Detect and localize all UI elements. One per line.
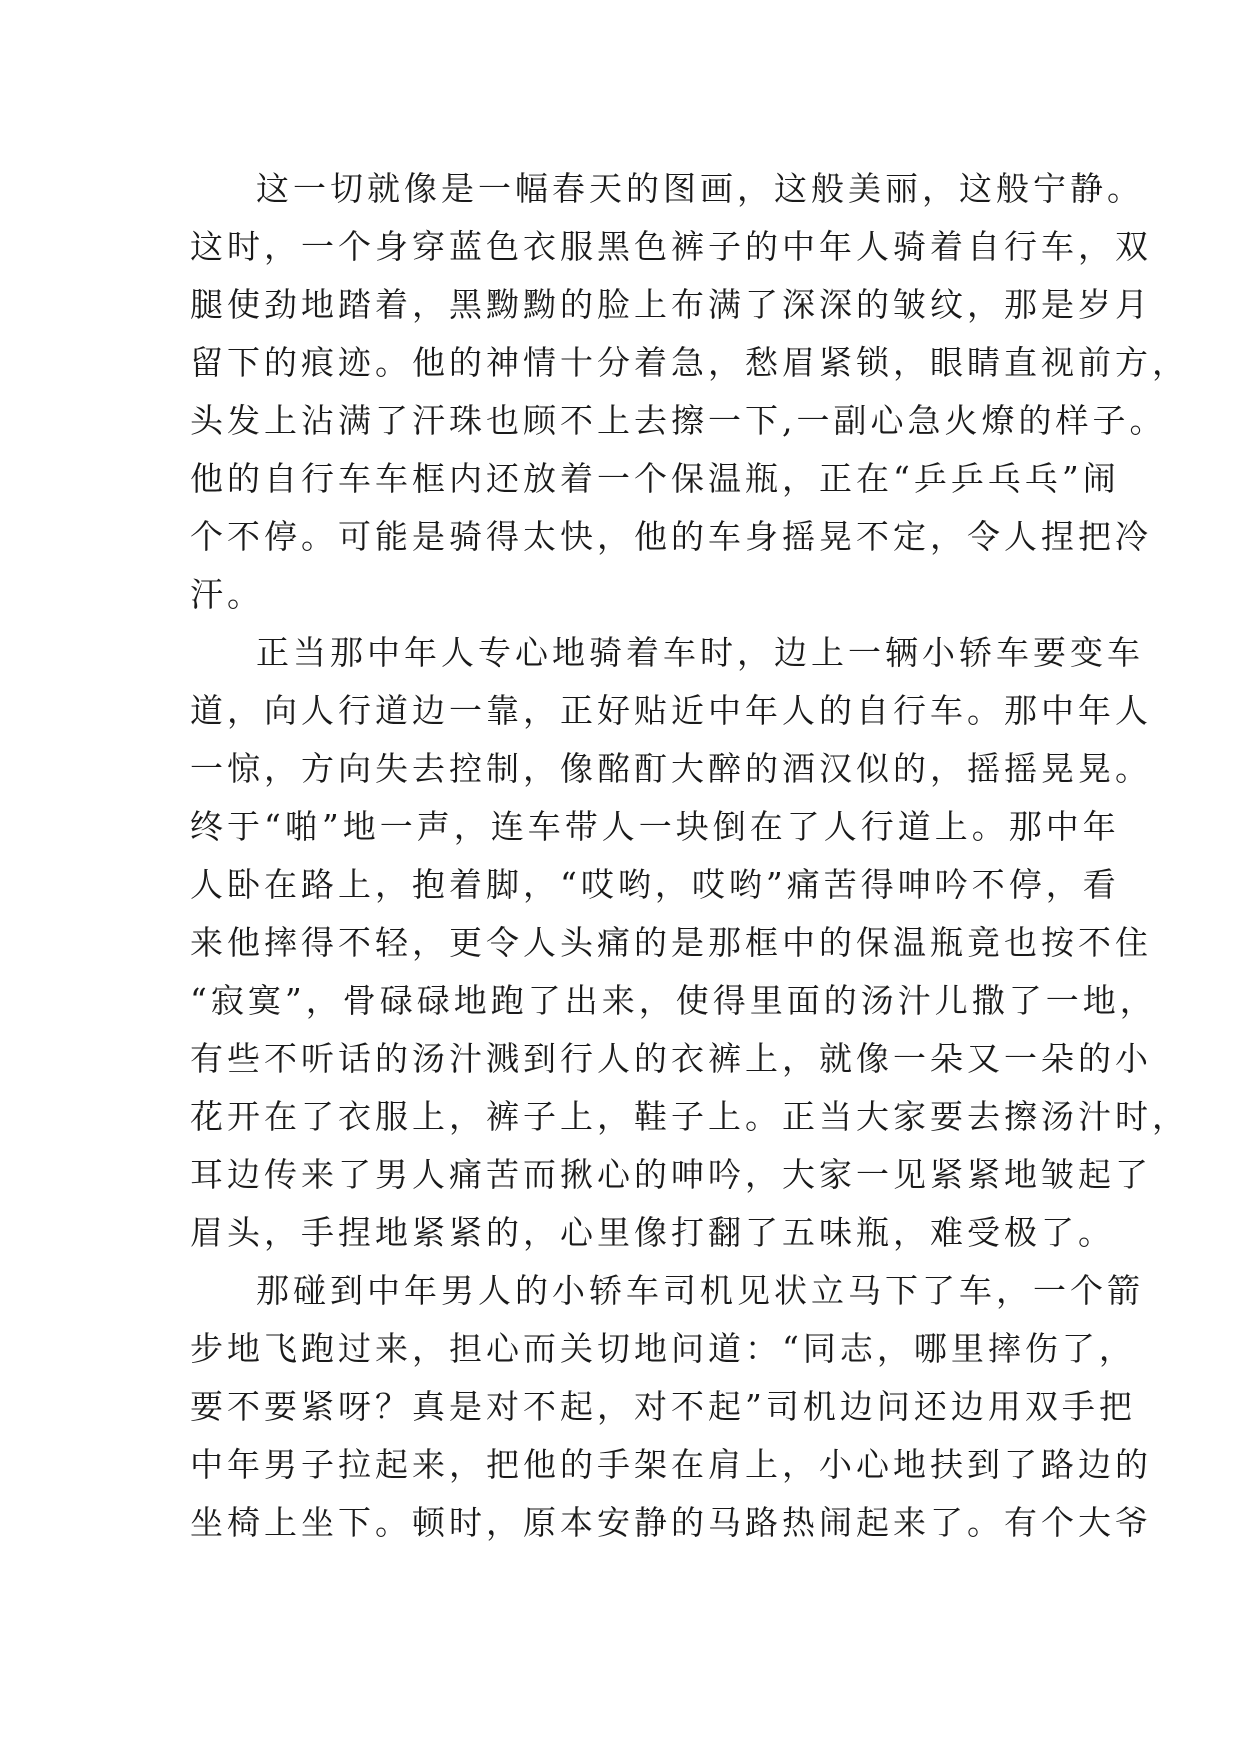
text-line: 留下的痕迹。他的神情十分着急，愁眉紧锁，眼睛直视前方， <box>190 343 1189 382</box>
text-line: 个不停。可能是骑得太快，他的车身摇晃不定，令人捏把冷 <box>190 517 1152 556</box>
text-line: 一惊，方向失去控制，像酩酊大醉的酒汉似的，摇摇晃晃。 <box>190 749 1152 788</box>
text-line: 眉头，手捏地紧紧的，心里像打翻了五味瓶，难受极了。 <box>190 1213 1115 1252</box>
text-line: 步地飞跑过来，担心而关切地问道：“同志，哪里摔伤了， <box>190 1329 1136 1368</box>
text-line: 正当那中年人专心地骑着车时，边上一辆小轿车要变车 <box>256 633 1144 672</box>
text-line: “寂寞”，骨碌碌地跑了出来，使得里面的汤汁儿撒了一地， <box>190 981 1157 1020</box>
text-line: 耳边传来了男人痛苦而揪心的呻吟，大家一见紧紧地皱起了 <box>190 1155 1152 1194</box>
text-line: 那碰到中年男人的小轿车司机见状立马下了车，一个箭 <box>256 1271 1144 1310</box>
text-line: 这一切就像是一幅春天的图画，这般美丽，这般宁静。 <box>256 169 1144 208</box>
text-line: 头发上沾满了汗珠也顾不上去擦一下,一副心急火燎的样子。 <box>190 401 1167 440</box>
text-line: 要不要紧呀？真是对不起，对不起”司机边问还边用双手把 <box>190 1387 1136 1426</box>
body-text <box>190 160 1189 1552</box>
text-line: 有些不听话的汤汁溅到行人的衣裤上，就像一朵又一朵的小 <box>190 1039 1152 1078</box>
text-line: 终于“啪”地一声，连车带人一块倒在了人行道上。那中年 <box>190 807 1120 846</box>
text-line: 人卧在路上，抱着脚，“哎哟，哎哟”痛苦得呻吟不停，看 <box>190 865 1120 904</box>
text-line: 道，向人行道边一靠，正好贴近中年人的自行车。那中年人 <box>190 691 1152 730</box>
text-line: 坐椅上坐下。顿时，原本安静的马路热闹起来了。有个大爷 <box>190 1503 1152 1542</box>
text-line: 来他摔得不轻，更令人头痛的是那框中的保温瓶竟也按不住 <box>190 923 1152 962</box>
text-line: 这时，一个身穿蓝色衣服黑色裤子的中年人骑着自行车，双 <box>190 227 1152 266</box>
text-line: 花开在了衣服上，裤子上，鞋子上。正当大家要去擦汤汁时， <box>190 1097 1189 1136</box>
text-line: 腿使劲地踏着，黑黝黝的脸上布满了深深的皱纹，那是岁月 <box>190 285 1152 324</box>
text-line: 中年男子拉起来，把他的手架在肩上，小心地扶到了路边的 <box>190 1445 1152 1484</box>
text-line: 汗。 <box>190 575 264 614</box>
text-line: 他的自行车车框内还放着一个保温瓶，正在“乒乒乓乓”闹 <box>190 459 1120 498</box>
